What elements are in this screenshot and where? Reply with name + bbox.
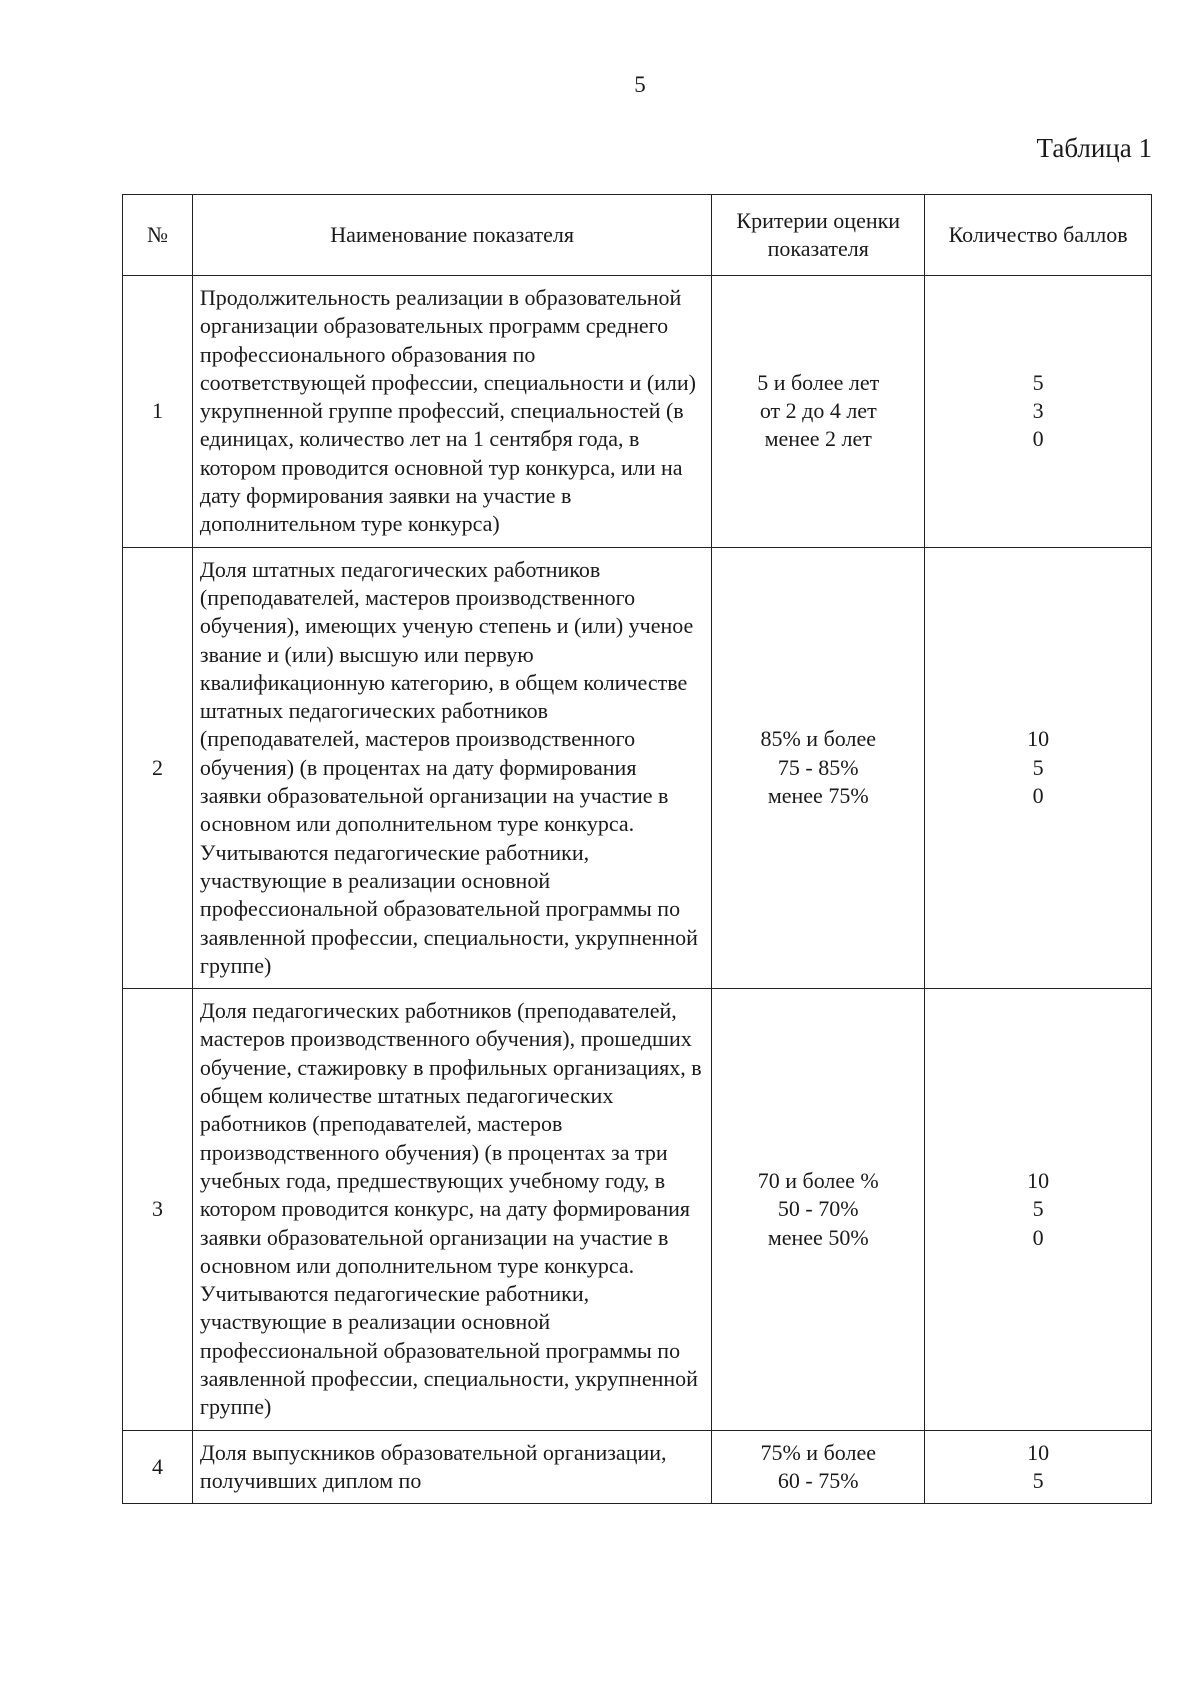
criteria-line: 60 - 75%	[777, 1467, 859, 1493]
table-caption: Таблица 1	[1036, 133, 1152, 163]
criteria-line: от 2 до 4 лет	[759, 398, 877, 424]
table-row	[123, 989, 1152, 1430]
header-criteria: Критерии оценки показателя	[712, 195, 925, 276]
indicator-name: Доля педагогических работников (преподавателей, мастеров производственного обучения), прошедших обучение, стажировку в профильных организациях, в общем количестве штатных педагогических работников (преподавателей, мастеров производственного обучения) (в процентах за три учебных года, предшествующих учебному году, в котором проводится конкурс, на дату формирования заявки образовательной организации на участие в основном или дополнительном туре конкурса. Учитываются педагогические работники, участвующие в реализации основной профессиональной образовательной программы по заявленной профессии, специальности, укрупненной группе)	[192, 989, 711, 1430]
indicator-name: Продолжительность реализации в образовательной организации образовательных программ среднего профессионального образования по соответствующей профессии, специальности и (или) укрупненной группе профессий, специальностей (в единицах, количество лет на 1 сентября года, в котором проводится основной тур конкурса, или на дату формирования заявки на участие в дополнительном туре конкурса)	[192, 276, 711, 548]
points-line: 10	[1027, 1167, 1050, 1193]
points-line: 5	[1032, 1467, 1044, 1493]
points-line: 5	[1032, 369, 1044, 395]
points-line: 3	[1032, 398, 1044, 424]
criteria-line: 85% и более	[760, 726, 876, 752]
criteria-line: менее 2 лет	[764, 426, 872, 452]
indicator-name: Доля выпускников образовательной организации, получивших диплом по	[192, 1430, 711, 1504]
points-cell	[925, 276, 1152, 548]
indicator-name: Доля штатных педагогических работников (преподавателей, мастеров производственного обучения), имеющих ученую степень и (или) ученое звание и (или) высшую или первую квалификационную категорию, в общем количестве штатных педагогических работников (преподавателей, мастеров производственного обучения) (в процентах на дату формирования заявки образовательной организации на участие в основном или дополнительном туре конкурса. Учитываются педагогические работники, участвующие в реализации основной профессиональной образовательной программы по заявленной профессии, специальности, укрупненной группе)	[192, 547, 711, 988]
table-row	[123, 547, 1152, 988]
points-line: 0	[1032, 1224, 1044, 1250]
criteria-line: 50 - 70%	[777, 1196, 859, 1222]
points-cell	[925, 1430, 1152, 1504]
points-line: 5	[1032, 1196, 1044, 1222]
header-points: Количество баллов	[925, 195, 1152, 276]
points-cell	[925, 989, 1152, 1430]
points-cell	[925, 547, 1152, 988]
points-line: 5	[1032, 754, 1044, 780]
row-number: 4	[123, 1430, 193, 1504]
criteria-line: 75% и более	[760, 1439, 876, 1465]
points-line: 10	[1027, 726, 1050, 752]
header-number: №	[123, 195, 193, 276]
indicators-table	[122, 194, 1152, 1504]
points-line: 10	[1027, 1439, 1050, 1465]
table-row	[123, 1430, 1152, 1504]
table-header-row	[123, 195, 1152, 276]
criteria-cell	[712, 276, 925, 548]
row-number: 3	[123, 989, 193, 1430]
criteria-line: 75 - 85%	[777, 754, 859, 780]
page-number: 5	[634, 72, 646, 97]
criteria-cell	[712, 989, 925, 1430]
header-indicator-name: Наименование показателя	[192, 195, 711, 276]
row-number: 2	[123, 547, 193, 988]
criteria-line: 5 и более лет	[757, 369, 880, 395]
criteria-line: менее 75%	[767, 783, 869, 809]
table-row	[123, 276, 1152, 548]
points-line: 0	[1032, 426, 1044, 452]
criteria-cell	[712, 547, 925, 988]
criteria-line: 70 и более %	[757, 1167, 879, 1193]
points-line: 0	[1032, 783, 1044, 809]
criteria-line: менее 50%	[767, 1224, 869, 1250]
criteria-cell	[712, 1430, 925, 1504]
row-number: 1	[123, 276, 193, 548]
